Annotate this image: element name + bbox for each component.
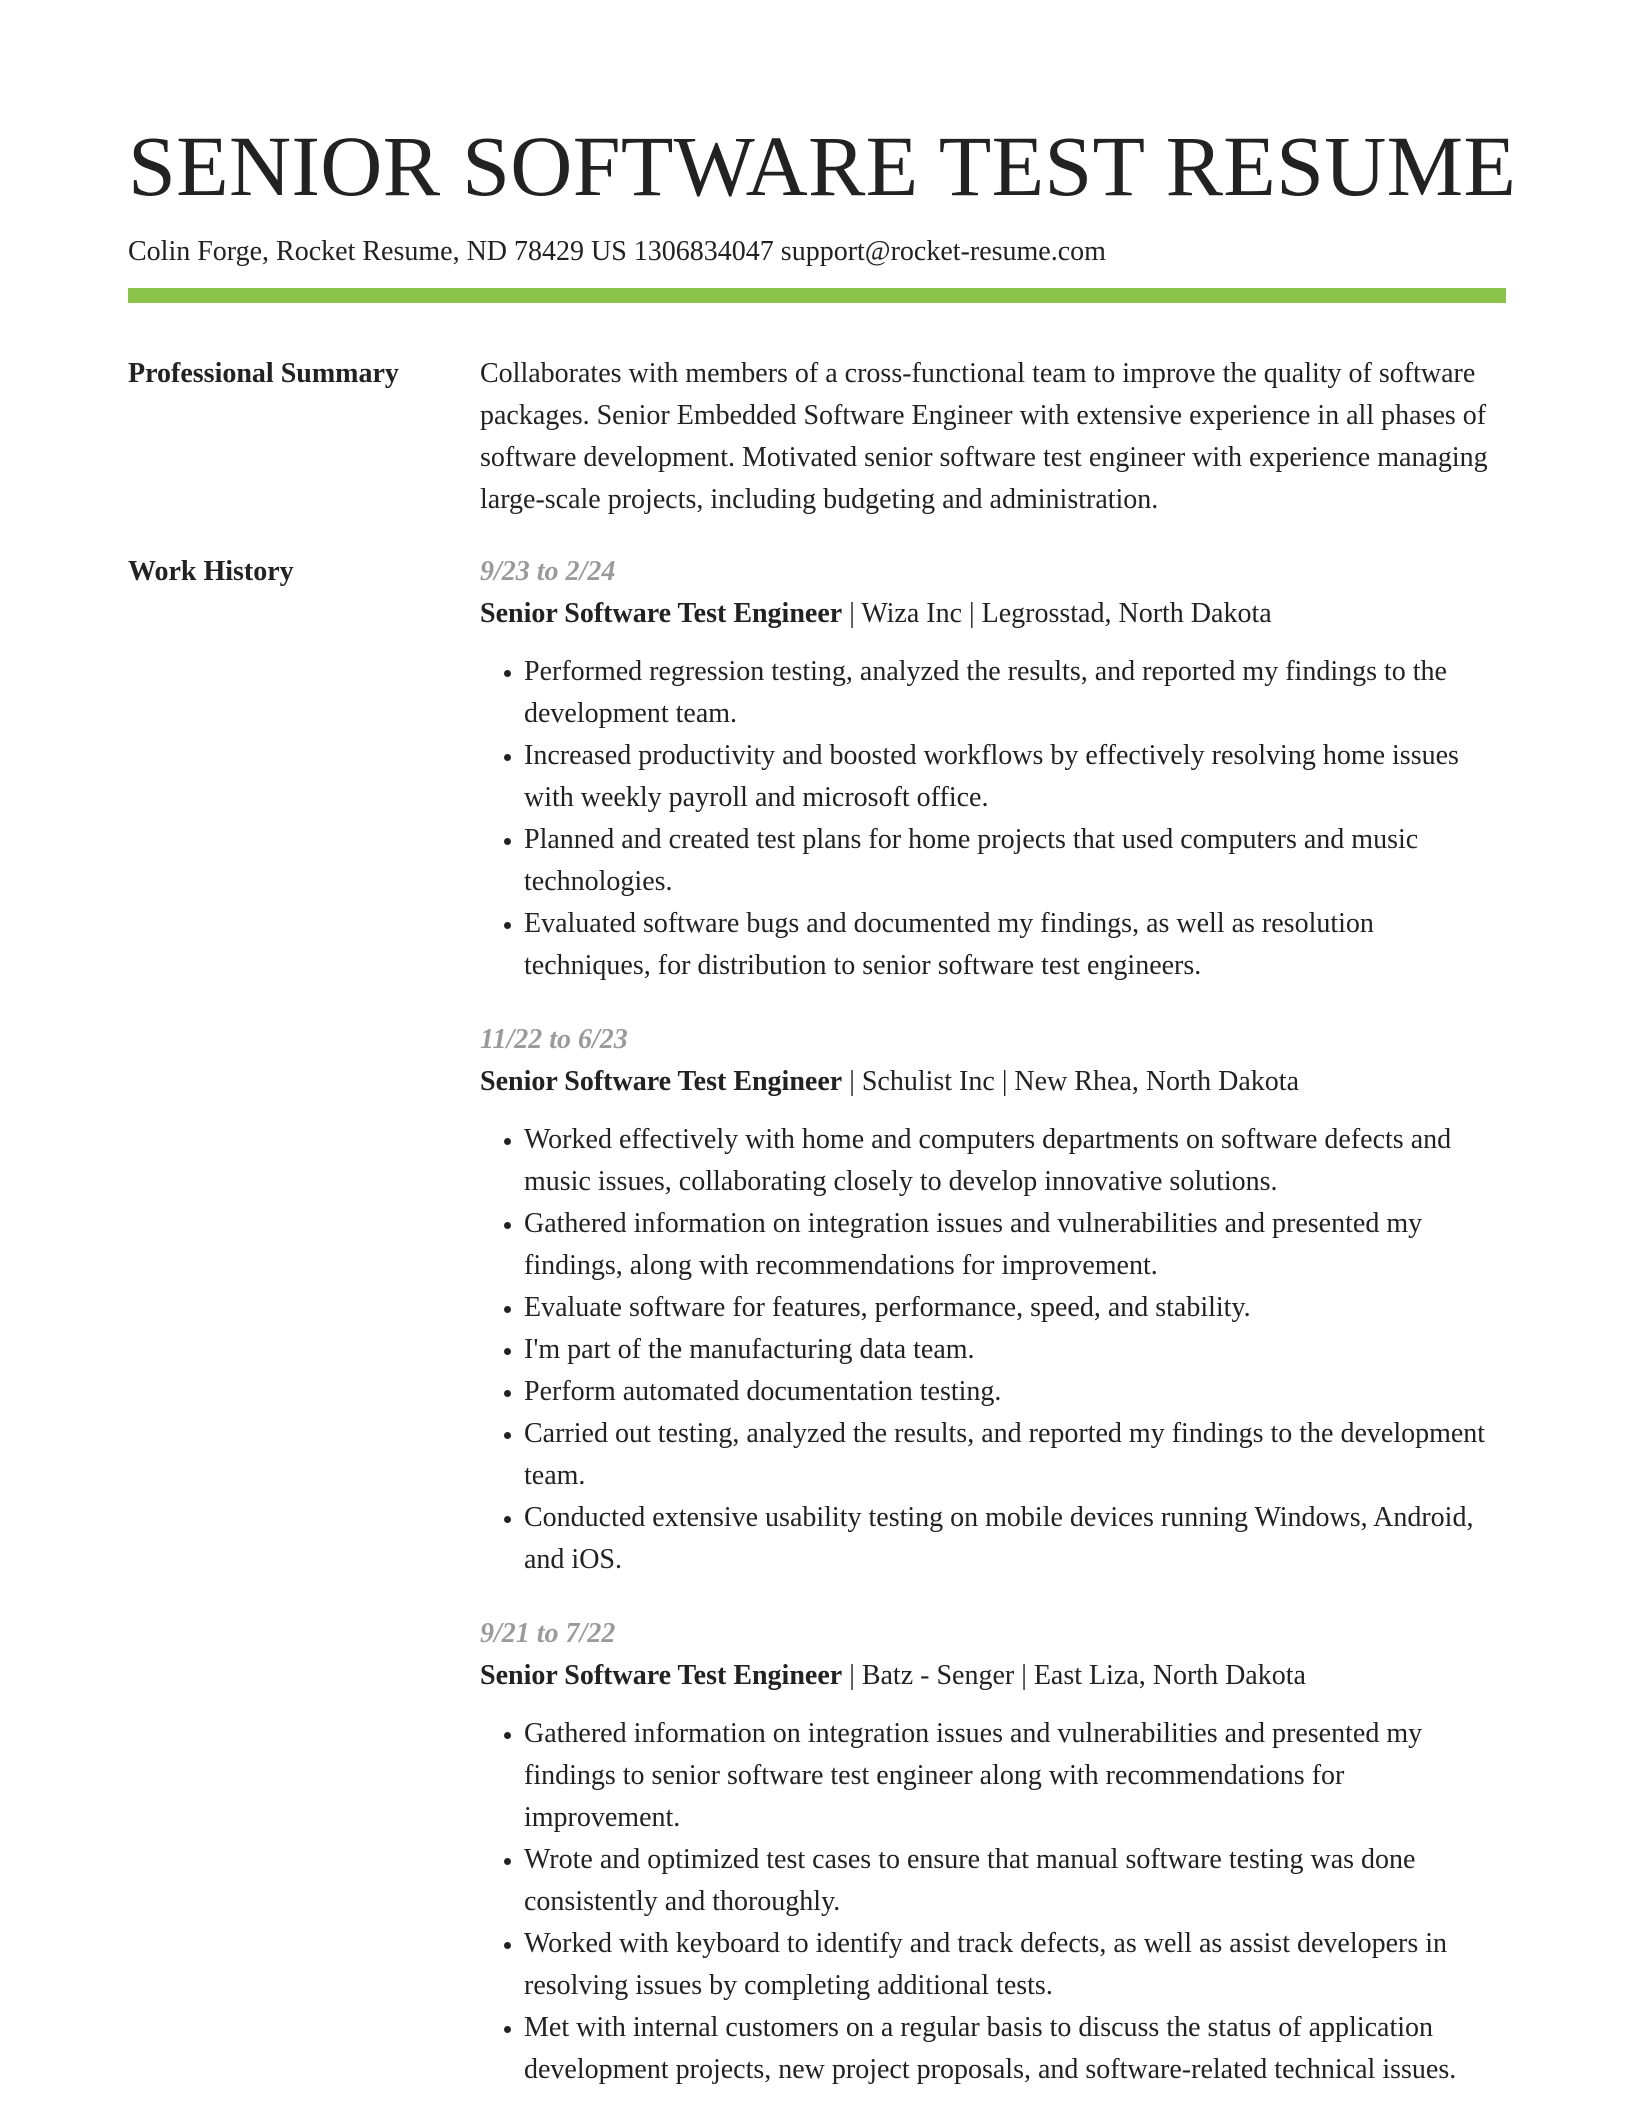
job-title: Senior Software Test Engineer	[480, 1066, 843, 1097]
job-location: New Rhea, North Dakota	[1014, 1066, 1300, 1097]
section-heading: Work History	[128, 556, 294, 587]
job-bullet: • Conducted extensive usability testing on mobile devices running Windows, Android, and iOS.	[524, 1497, 1506, 1581]
job-entry	[480, 1019, 1506, 1581]
contact-line: Colin Forge, Rocket Resume, ND 78429 US 1306834047 support@rocket-resume.com	[128, 236, 1106, 267]
job-bullet: • Increased productivity and boosted workflows by effectively resolving home issues with weekly payroll and microsoft office.	[524, 735, 1506, 819]
job-title: Senior Software Test Engineer	[480, 1660, 843, 1691]
section-heading: Professional Summary	[128, 358, 399, 389]
job-bullet: • Worked with keyboard to identify and track defects, as well as assist developers in resolving issues by completing additional tests.	[524, 1923, 1506, 2007]
separator: |	[842, 1660, 862, 1691]
job-bullet: • Evaluated software bugs and documented my findings, as well as resolution techniques, for distribution to senior software test engineers.	[524, 903, 1506, 987]
job-bullet: • Performed regression testing, analyzed the results, and reported my findings to the development team.	[524, 651, 1506, 735]
professional-summary-section	[128, 353, 1506, 521]
separator: |	[962, 598, 982, 629]
job-header-line	[480, 1655, 1506, 1697]
job-bullet: • Perform automated documentation testing.	[524, 1371, 1506, 1413]
separator: |	[842, 598, 862, 629]
job-company: Batz - Senger	[861, 1660, 1015, 1691]
job-location: Legrosstad, North Dakota	[981, 598, 1272, 629]
job-title: Senior Software Test Engineer	[480, 598, 843, 629]
job-header-line	[480, 1061, 1506, 1103]
job-bullet: • Wrote and optimized test cases to ensure that manual software testing was done consistently and thoroughly.	[524, 1839, 1506, 1923]
job-bullet-list	[480, 651, 1506, 987]
job-bullet-list	[480, 1119, 1506, 1581]
job-dates: 9/21 to 7/22	[480, 1618, 616, 1649]
job-entry	[480, 551, 1506, 987]
separator: |	[994, 1066, 1015, 1097]
job-location: East Liza, North Dakota	[1033, 1660, 1306, 1691]
resume-title: SENIOR SOFTWARE TEST RESUME	[128, 118, 1517, 214]
job-bullet: • Worked effectively with home and computers departments on software defects and music issues, collaborating closely to develop innovative solutions.	[524, 1119, 1506, 1203]
summary-text: Collaborates with members of a cross-functional team to improve the quality of software packages. Senior Embedded Software Engineer with extensive experience in all phases of software development. Motivated senior software test engineer with experience managing large-scale projects, including budgeting and administration.	[480, 358, 1488, 515]
job-bullet: • Evaluate software for features, performance, speed, and stability.	[524, 1287, 1506, 1329]
separator: |	[842, 1066, 862, 1097]
job-bullet: • Planned and created test plans for home projects that used computers and music technologies.	[524, 819, 1506, 903]
job-dates: 9/23 to 2/24	[480, 556, 616, 587]
job-dates: 11/22 to 6/23	[480, 1024, 628, 1055]
job-entry	[480, 1613, 1506, 2091]
separator: |	[1014, 1660, 1034, 1691]
resume-page	[128, 0, 1517, 2123]
job-bullet: • Gathered information on integration issues and vulnerabilities and presented my findings to senior software test engineer along with recommendations for improvement.	[524, 1713, 1506, 1839]
work-history-section	[128, 551, 1506, 2091]
job-company: Schulist Inc	[861, 1066, 995, 1097]
job-company: Wiza Inc	[861, 598, 963, 629]
job-header-line	[480, 593, 1506, 635]
job-bullet: • Gathered information on integration issues and vulnerabilities and presented my findings, along with recommendations for improvement.	[524, 1203, 1506, 1287]
job-bullet: • I'm part of the manufacturing data team.	[524, 1329, 1506, 1371]
job-bullet: • Met with internal customers on a regular basis to discuss the status of application development projects, new project proposals, and software-related technical issues.	[524, 2007, 1506, 2091]
job-bullet: • Carried out testing, analyzed the results, and reported my findings to the development team.	[524, 1413, 1506, 1497]
accent-divider	[128, 288, 1506, 303]
job-bullet-list	[480, 1713, 1506, 2091]
work-history-list	[480, 551, 1506, 2091]
